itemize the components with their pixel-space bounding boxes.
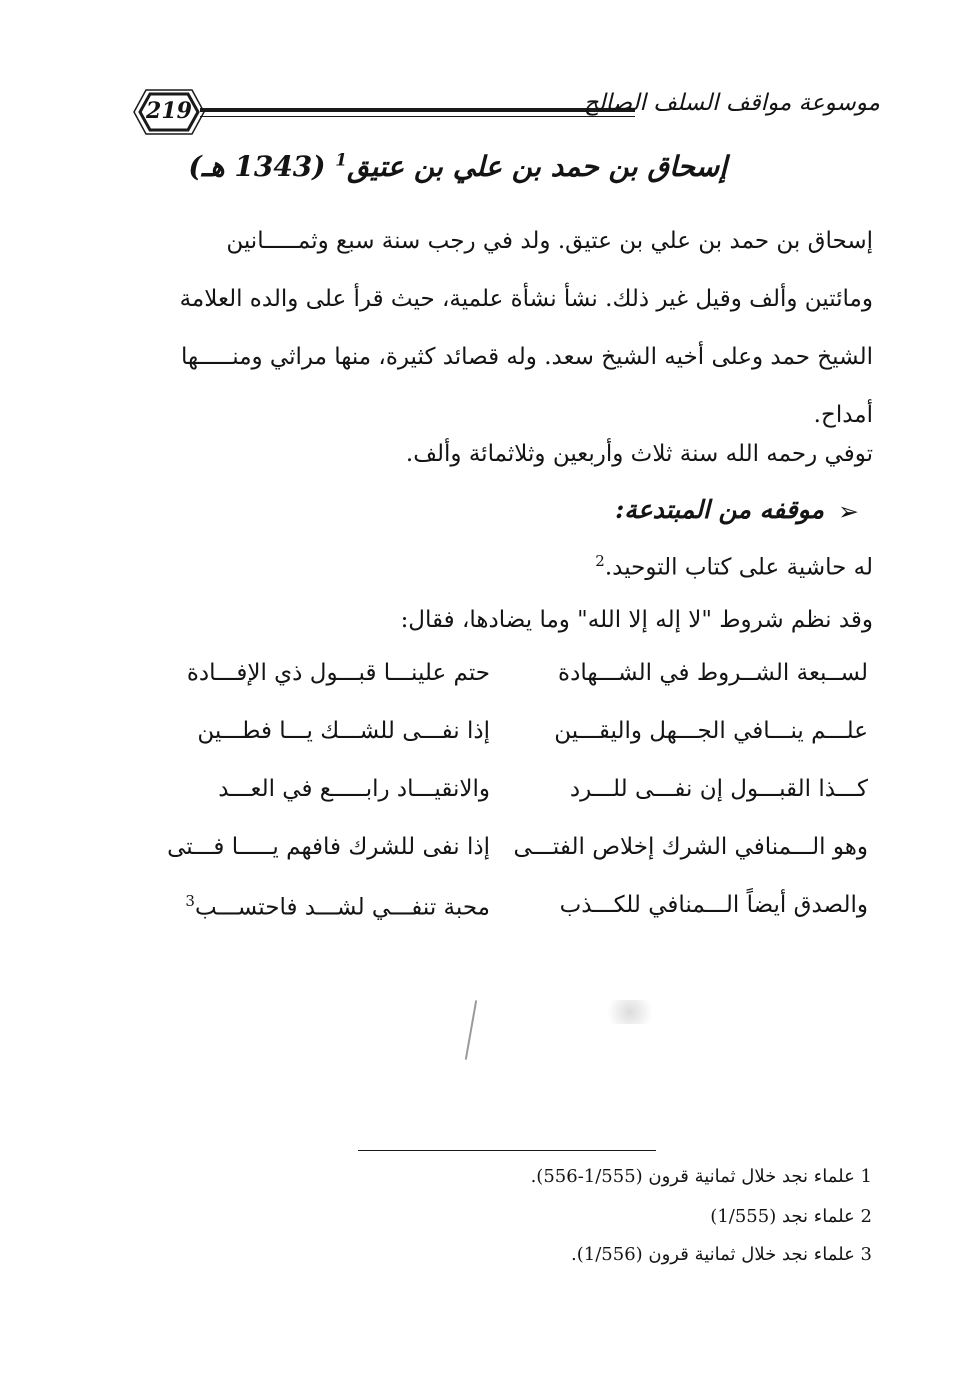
note-paragraph [135,552,873,581]
hemistich-text: محبة تنفـــي لشـــد فاحتســـب [194,894,490,921]
poem-intro: وقد نظم شروط "لا إله إلا الله" وما يضادها، فقال: [400,607,873,633]
footnote-ref-2: 2 [595,552,605,570]
footnote [571,1244,872,1265]
second-hemistich [150,892,490,921]
footnote-separator [358,1150,656,1151]
note-text: له حاشية على كتاب التوحيد. [604,554,873,581]
poem-verse [140,892,868,950]
poem-verse [140,660,868,718]
footnote-number: 1 [860,1166,872,1187]
footnote [710,1206,872,1227]
arrow-bullet-icon: ➢ [838,497,859,526]
text-line: إسحاق بن حمد بن علي بن عتيق. ولد في رجب سنة سبع وثمـــــانين [226,228,873,254]
footnote [531,1166,872,1187]
second-hemistich: إذا نفى للشرك فافهم يـــــا فـــتى [167,834,490,860]
text-line: الشيخ حمد وعلى أخيه الشيخ سعد. وله قصائد كثيرة، منها مراثي ومنـــــها [180,344,873,370]
poem-verse [140,834,868,892]
footnote-text: علماء نجد خلال ثمانية قرون (1/556). [571,1244,855,1265]
second-hemistich: إذا نفـــى للشـــك يـــا فطـــين [197,718,490,744]
page-number: 219 [146,98,192,124]
second-hemistich: والانقيـــاد رابـــــع في العـــد [218,776,490,802]
series-title: موسوعة مواقف السلف الصالح [583,90,880,116]
entry-name: إسحاق بن حمد بن علي بن عتيق [347,150,727,183]
first-hemistich: علـــم ينـــافي الجـــهل واليقـــين [554,718,868,744]
running-header [130,88,880,138]
footnote-text: علماء نجد (1/555) [710,1206,855,1227]
header-rule [200,108,635,112]
entry-title [188,150,727,183]
footnote-number: 2 [860,1206,872,1227]
footnote-text: علماء نجد خلال ثمانية قرون (1/555-556). [530,1166,855,1187]
poem [140,660,868,950]
header-rule-thin [200,116,635,117]
text-line: ومائتين وألف وقيل غير ذلك. نشأ نشأة علمية، حيث قرأ على والده العلامة [179,286,873,312]
section-heading: موقفه من المبتدعة: [615,495,824,524]
poem-verse [140,718,868,776]
biography-paragraph [135,212,873,444]
first-hemistich: كـــذا القبـــول إن نفـــى للـــرد [569,776,868,802]
first-hemistich: لســبعة الشــروط في الشـــهادة [558,660,868,686]
scan-artifact [600,1000,660,1024]
entry-year: (1343 هـ) [188,150,326,183]
first-hemistich: والصدق أيضاً الـــمنافي للكـــذب [559,892,868,918]
footnote-ref-3: 3 [185,892,195,910]
first-hemistich: وهو الـــمنافي الشرك إخلاص الفتـــى [513,834,868,860]
page-number-badge [130,88,208,136]
text-line: أمداح. [813,402,873,428]
death-paragraph: توفي رحمه الله سنة ثلاث وأربعين وثلاثمائة وألف. [405,441,873,467]
poem-verse [140,776,868,834]
second-hemistich: حتم علينـــا قبـــول ذي الإفـــادة [186,660,490,686]
footnote-number: 3 [860,1244,872,1265]
footnote-ref-1: 1 [335,150,348,171]
scan-artifact [465,1000,477,1059]
